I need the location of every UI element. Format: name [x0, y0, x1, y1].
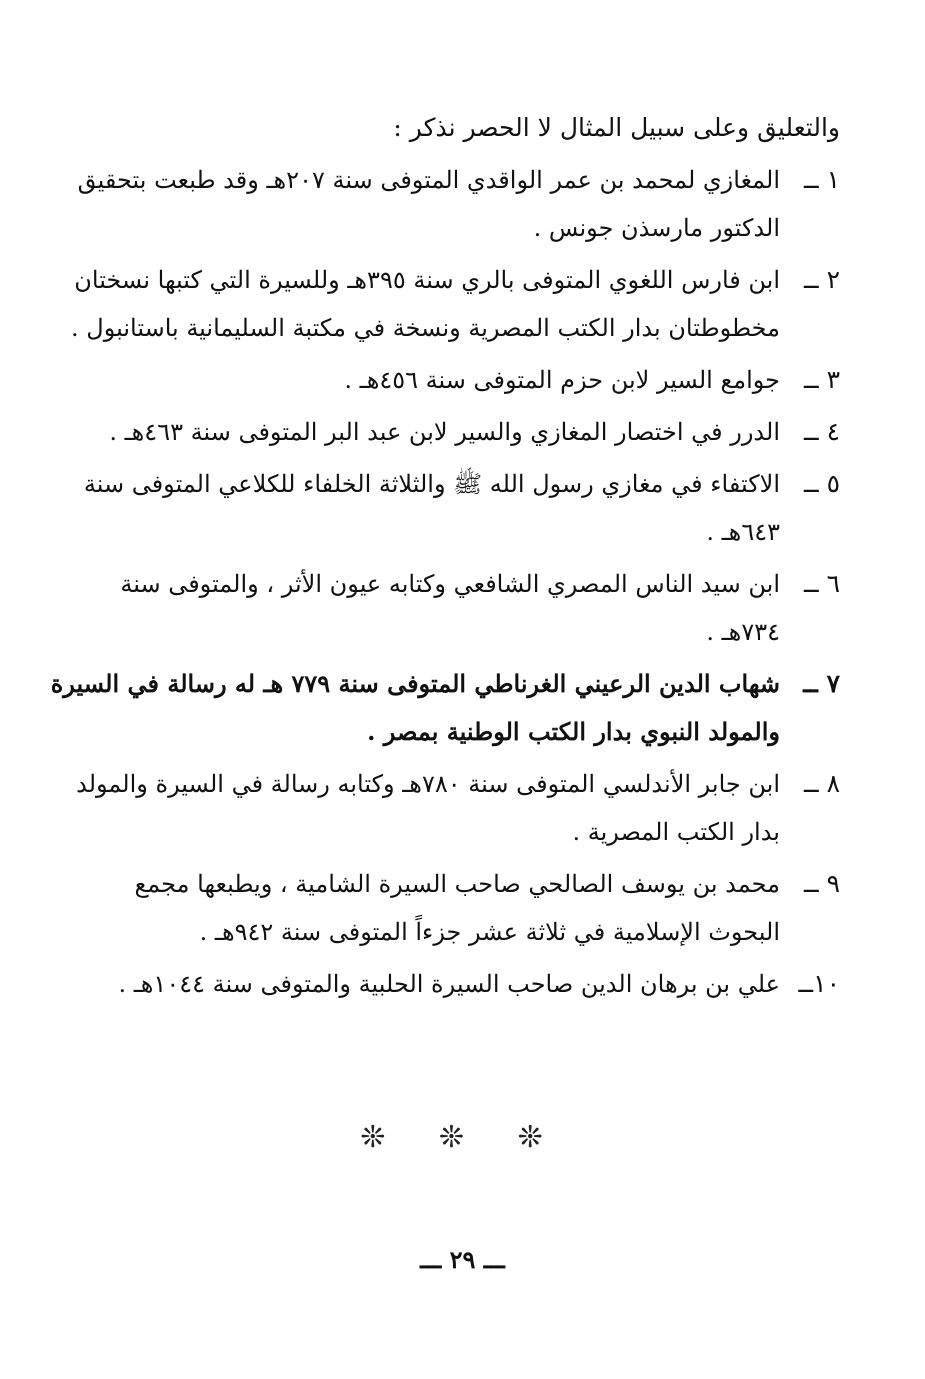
item-line: ابن جابر الأندلسي المتوفى سنة ٧٨٠هـ وكتابه رسالة في السيرة والمولد: [76, 770, 780, 798]
section-separator-stars: ❊ ❊ ❊: [360, 1120, 565, 1155]
item-number: ٥ ــ: [803, 469, 840, 498]
item-text: [78, 156, 780, 252]
item-line: مخطوطتان بدار الكتب المصرية ونسخة في مكتبة السليمانية باستانبول .: [71, 314, 780, 342]
item-text: [96, 408, 780, 456]
item-line: شهاب الدين الرعيني الغرناطي المتوفى سنة ٧٧٩ هـ له رسالة في السيرة: [50, 669, 780, 698]
item-line: والمولد النبوي بدار الكتب الوطنية بمصر .: [367, 717, 780, 746]
list-item-8: [76, 760, 840, 856]
item-line: علي بن برهان الدين صاحب السيرة الحلبية والمتوفى سنة ١٠٤٤هـ .: [118, 970, 780, 998]
item-line: بدار الكتب المصرية .: [572, 818, 780, 846]
item-number: ١ ــ: [803, 165, 840, 194]
item-line: المغازي لمحمد بن عمر الواقدي المتوفى سنة ٢٠٧هـ وقد طبعت بتحقيق: [77, 166, 780, 194]
item-text: [51, 660, 780, 756]
item-text: [71, 256, 780, 352]
item-number: ٣ ــ: [803, 365, 840, 394]
item-text: [84, 460, 780, 556]
list-item-1: [77, 156, 840, 252]
item-number: ٩ ــ: [803, 869, 840, 898]
item-line: الدرر في اختصار المغازي والسير لابن عبد البر المتوفى سنة ٤٦٣هـ .: [109, 418, 780, 446]
list-item-2: [71, 256, 840, 352]
item-number: ٢ ــ: [803, 265, 840, 294]
item-number: ٤ ــ: [803, 417, 840, 446]
item-line: البحوث الإسلامية في ثلاثة عشر جزءاً المتوفى سنة ٩٤٢هـ .: [199, 918, 780, 946]
list-item-7: [50, 660, 840, 756]
list-item-3: [96, 356, 840, 404]
item-text: [76, 760, 780, 856]
item-line: ٦٤٣هـ .: [706, 518, 780, 546]
item-text: [96, 356, 780, 404]
item-text: [96, 960, 780, 1008]
list-item-5: [83, 460, 840, 556]
list-item-4: [96, 408, 840, 456]
intro-line: والتعليق وعلى سبيل المثال لا الحصر نذكر :: [393, 113, 840, 142]
item-line: جوامع السير لابن حزم المتوفى سنة ٤٥٦هـ .: [344, 366, 780, 394]
page-number: ـــ ٢٩ ـــ: [420, 1245, 505, 1274]
item-text: [96, 560, 780, 656]
item-number: ٧ ــ: [803, 669, 840, 698]
page-body: [50, 104, 840, 1012]
item-number: ٨ ــ: [803, 769, 840, 798]
item-line: الاكتفاء في مغازي رسول الله ﷺ والثلاثة الخلفاء للكلاعي المتوفى سنة: [83, 470, 780, 498]
list-item-9: [96, 860, 840, 956]
item-line: الدكتور مارسذن جونس .: [533, 214, 780, 242]
item-line: ابن فارس اللغوي المتوفى بالري سنة ٣٩٥هـ وللسيرة التي كتبها نسختان: [74, 266, 780, 294]
item-number: ١٠ــ: [798, 969, 840, 998]
item-line: ٧٣٤هـ .: [706, 618, 780, 646]
item-line: محمد بن يوسف الصالحي صاحب السيرة الشامية ، ويطبعها مجمع: [134, 870, 780, 898]
item-text: [96, 860, 780, 956]
list-item-10: [96, 960, 840, 1008]
list-item-6: [96, 560, 840, 656]
item-number: ٦ ــ: [803, 569, 840, 598]
item-line: ابن سيد الناس المصري الشافعي وكتابه عيون الأثر ، والمتوفى سنة: [120, 570, 780, 598]
